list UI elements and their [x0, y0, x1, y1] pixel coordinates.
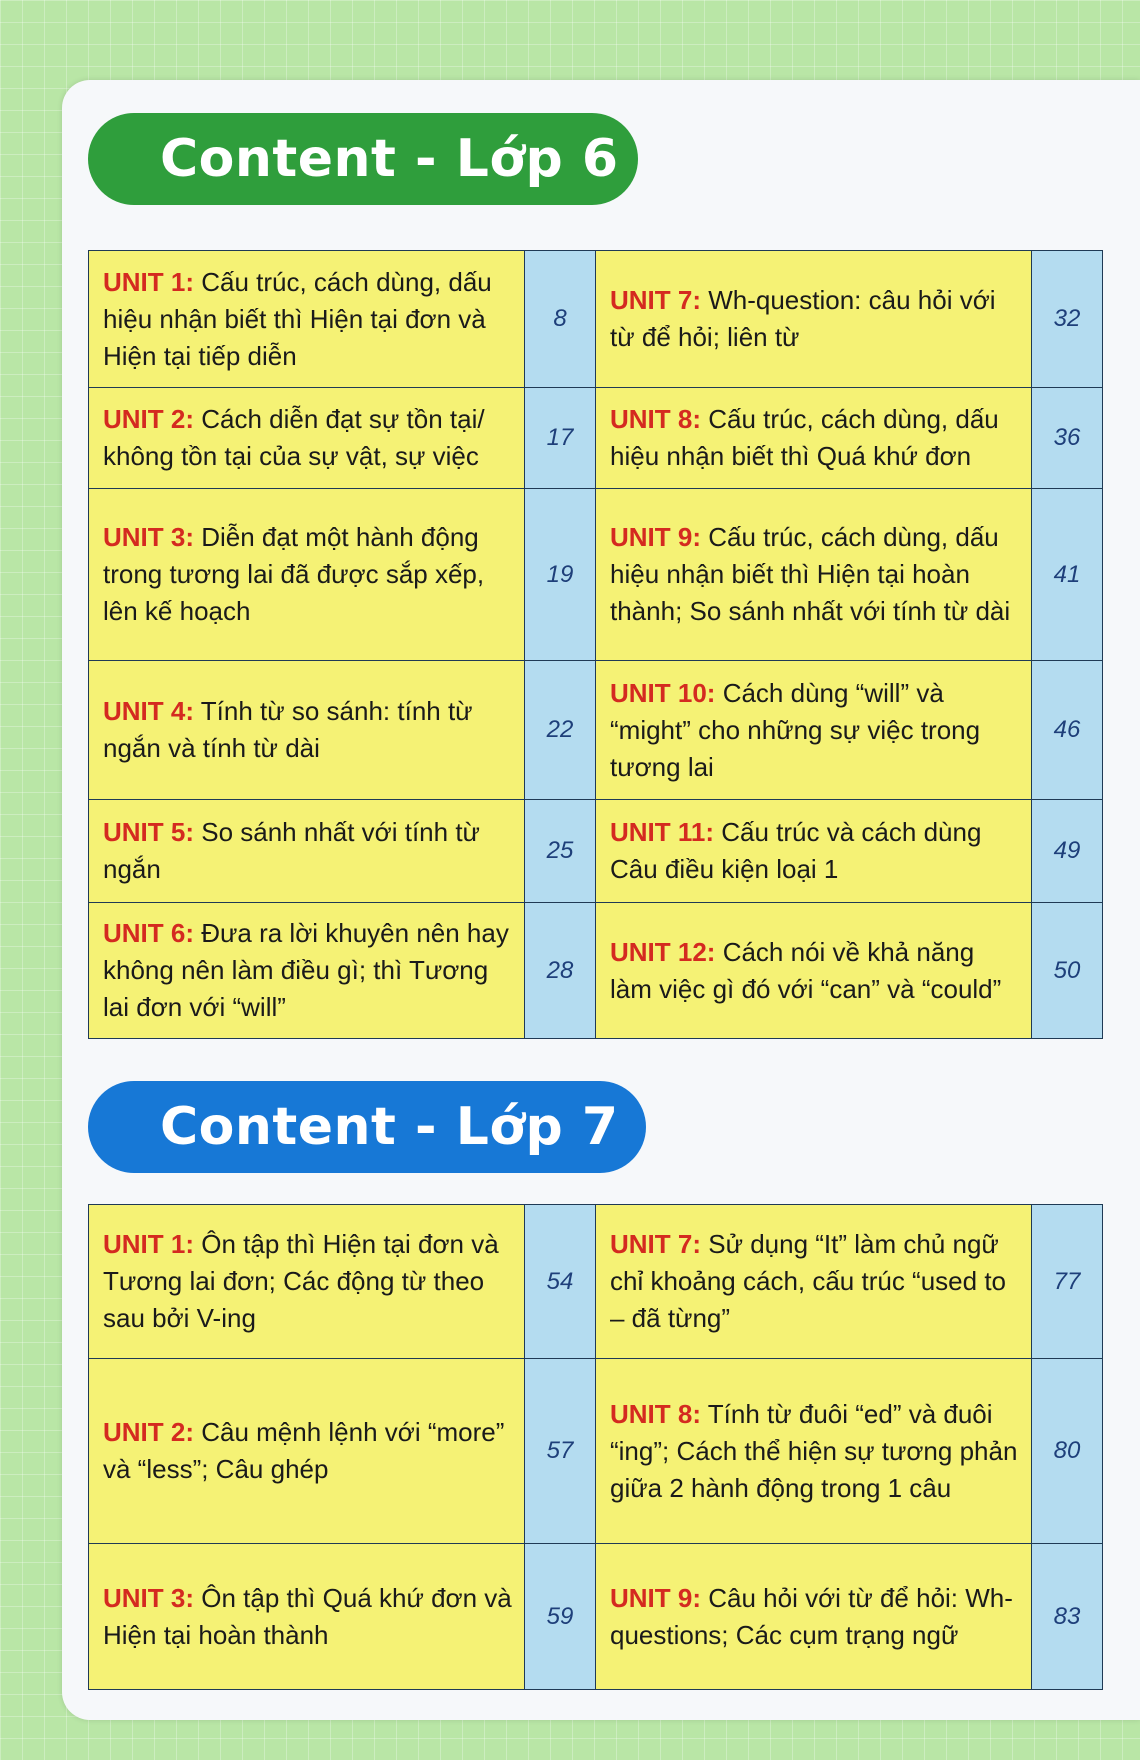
unit-label: UNIT 11: [610, 817, 715, 847]
page-number: 49 [1032, 800, 1103, 903]
unit-label: UNIT 5: [103, 817, 194, 847]
unit-entry[interactable] [596, 800, 1032, 903]
table-row [89, 1359, 1103, 1544]
unit-description: Sử dụng “It” làm chủ ngữ chỉ khoảng cách, cấu trúc “used to – đã từng” [610, 1229, 1007, 1333]
unit-entry[interactable] [89, 903, 525, 1039]
unit-description: Cách nói về khả năng làm việc gì đó với “can” và “could” [610, 936, 1002, 1004]
unit-entry[interactable] [596, 388, 1032, 489]
page-number: 32 [1032, 251, 1103, 388]
unit-entry[interactable] [89, 1359, 525, 1544]
page-number: 25 [525, 800, 596, 903]
page-number: 59 [525, 1544, 596, 1690]
unit-description: Ôn tập thì Hiện tại đơn và Tương lai đơn; Các động từ theo sau bởi V-ing [103, 1229, 499, 1333]
unit-label: UNIT 8: [610, 1398, 701, 1429]
unit-label: UNIT 4: [103, 696, 194, 726]
unit-description: Ôn tập thì Quá khứ đơn và Hiện tại hoàn thành [103, 1582, 512, 1650]
table-row [89, 661, 1103, 800]
unit-description: Cách diễn đạt sự tồn tại/ không tồn tại của sự vật, sự việc [103, 404, 485, 471]
unit-description: Đưa ra lời khuyên nên hay không nên làm điều gì; thì Tương lai đơn với “will” [103, 918, 509, 1022]
unit-label: UNIT 3: [103, 1582, 194, 1613]
unit-description: Cách dùng “will” và “might” cho những sự việc trong tương lai [610, 677, 981, 782]
unit-label: UNIT 1: [103, 1229, 194, 1259]
unit-description: So sánh nhất với tính từ ngắn [103, 817, 480, 884]
unit-label: UNIT 9: [610, 1582, 701, 1613]
table-row [89, 388, 1103, 489]
unit-label: UNIT 9: [610, 522, 701, 552]
unit-label: UNIT 7: [610, 1229, 701, 1259]
page-number: 80 [1032, 1359, 1103, 1544]
unit-label: UNIT 2: [103, 404, 194, 434]
page-number: 8 [525, 251, 596, 388]
unit-entry[interactable] [596, 1359, 1032, 1544]
unit-label: UNIT 8: [610, 404, 701, 434]
unit-description: Tính từ đuôi “ed” và đuôi “ing”; Cách thể hiện sự tương phản giữa 2 hành động trong 1 câu [610, 1398, 1018, 1503]
toc-table-grade6 [88, 250, 1103, 1039]
section-title-grade6: Content - Lớp 6 [88, 113, 638, 205]
unit-label: UNIT 3: [103, 522, 194, 552]
unit-description: Câu hỏi với từ để hỏi: Wh-questions; Các cụm trạng ngữ [610, 1582, 1013, 1650]
page-number: 54 [525, 1205, 596, 1359]
unit-description: Wh-question: câu hỏi với từ để hỏi; liên từ [610, 285, 996, 352]
page-number: 17 [525, 388, 596, 489]
page-number: 57 [525, 1359, 596, 1544]
unit-entry[interactable] [89, 661, 525, 800]
unit-entry[interactable] [89, 489, 525, 661]
unit-entry[interactable] [89, 251, 525, 388]
table-row [89, 251, 1103, 388]
page-number: 19 [525, 489, 596, 661]
section-title-grade7: Content - Lớp 7 [88, 1081, 646, 1173]
unit-description: Cấu trúc, cách dùng, dấu hiệu nhận biết thì Hiện tại đơn và Hiện tại tiếp diễn [103, 266, 492, 371]
unit-label: UNIT 2: [103, 1417, 194, 1447]
unit-description: Cấu trúc và cách dùng Câu điều kiện loại 1 [610, 817, 982, 884]
unit-entry[interactable] [89, 800, 525, 903]
unit-entry[interactable] [89, 1205, 525, 1359]
unit-description: Cấu trúc, cách dùng, dấu hiệu nhận biết thì Hiện tại hoàn thành; So sánh nhất với tính từ dài [610, 522, 1011, 626]
table-row [89, 1544, 1103, 1690]
table-row [89, 903, 1103, 1039]
page-number: 28 [525, 903, 596, 1039]
page-number: 36 [1032, 388, 1103, 489]
page-number: 22 [525, 661, 596, 800]
page-number: 77 [1032, 1205, 1103, 1359]
unit-description: Câu mệnh lệnh với “more” và “less”; Câu ghép [103, 1417, 505, 1484]
unit-entry[interactable] [596, 251, 1032, 388]
unit-entry[interactable] [89, 1544, 525, 1690]
page-number: 41 [1032, 489, 1103, 661]
unit-label: UNIT 1: [103, 266, 194, 297]
table-row [89, 800, 1103, 903]
unit-label: UNIT 6: [103, 918, 194, 948]
unit-description: Tính từ so sánh: tính từ ngắn và tính từ dài [103, 696, 473, 763]
unit-description: Cấu trúc, cách dùng, dấu hiệu nhận biết thì Quá khứ đơn [610, 404, 999, 471]
unit-label: UNIT 10: [610, 677, 716, 708]
toc-table-grade7 [88, 1204, 1103, 1690]
unit-label: UNIT 12: [610, 936, 716, 967]
unit-entry[interactable] [596, 489, 1032, 661]
unit-label: UNIT 7: [610, 285, 701, 315]
table-row [89, 489, 1103, 661]
unit-entry[interactable] [89, 388, 525, 489]
page-number: 50 [1032, 903, 1103, 1039]
page-number: 46 [1032, 661, 1103, 800]
unit-entry[interactable] [596, 1544, 1032, 1690]
page-number: 83 [1032, 1544, 1103, 1690]
unit-description: Diễn đạt một hành động trong tương lai đã được sắp xếp, lên kế hoạch [103, 522, 485, 626]
unit-entry[interactable] [596, 903, 1032, 1039]
unit-entry[interactable] [596, 661, 1032, 800]
unit-entry[interactable] [596, 1205, 1032, 1359]
table-row [89, 1205, 1103, 1359]
